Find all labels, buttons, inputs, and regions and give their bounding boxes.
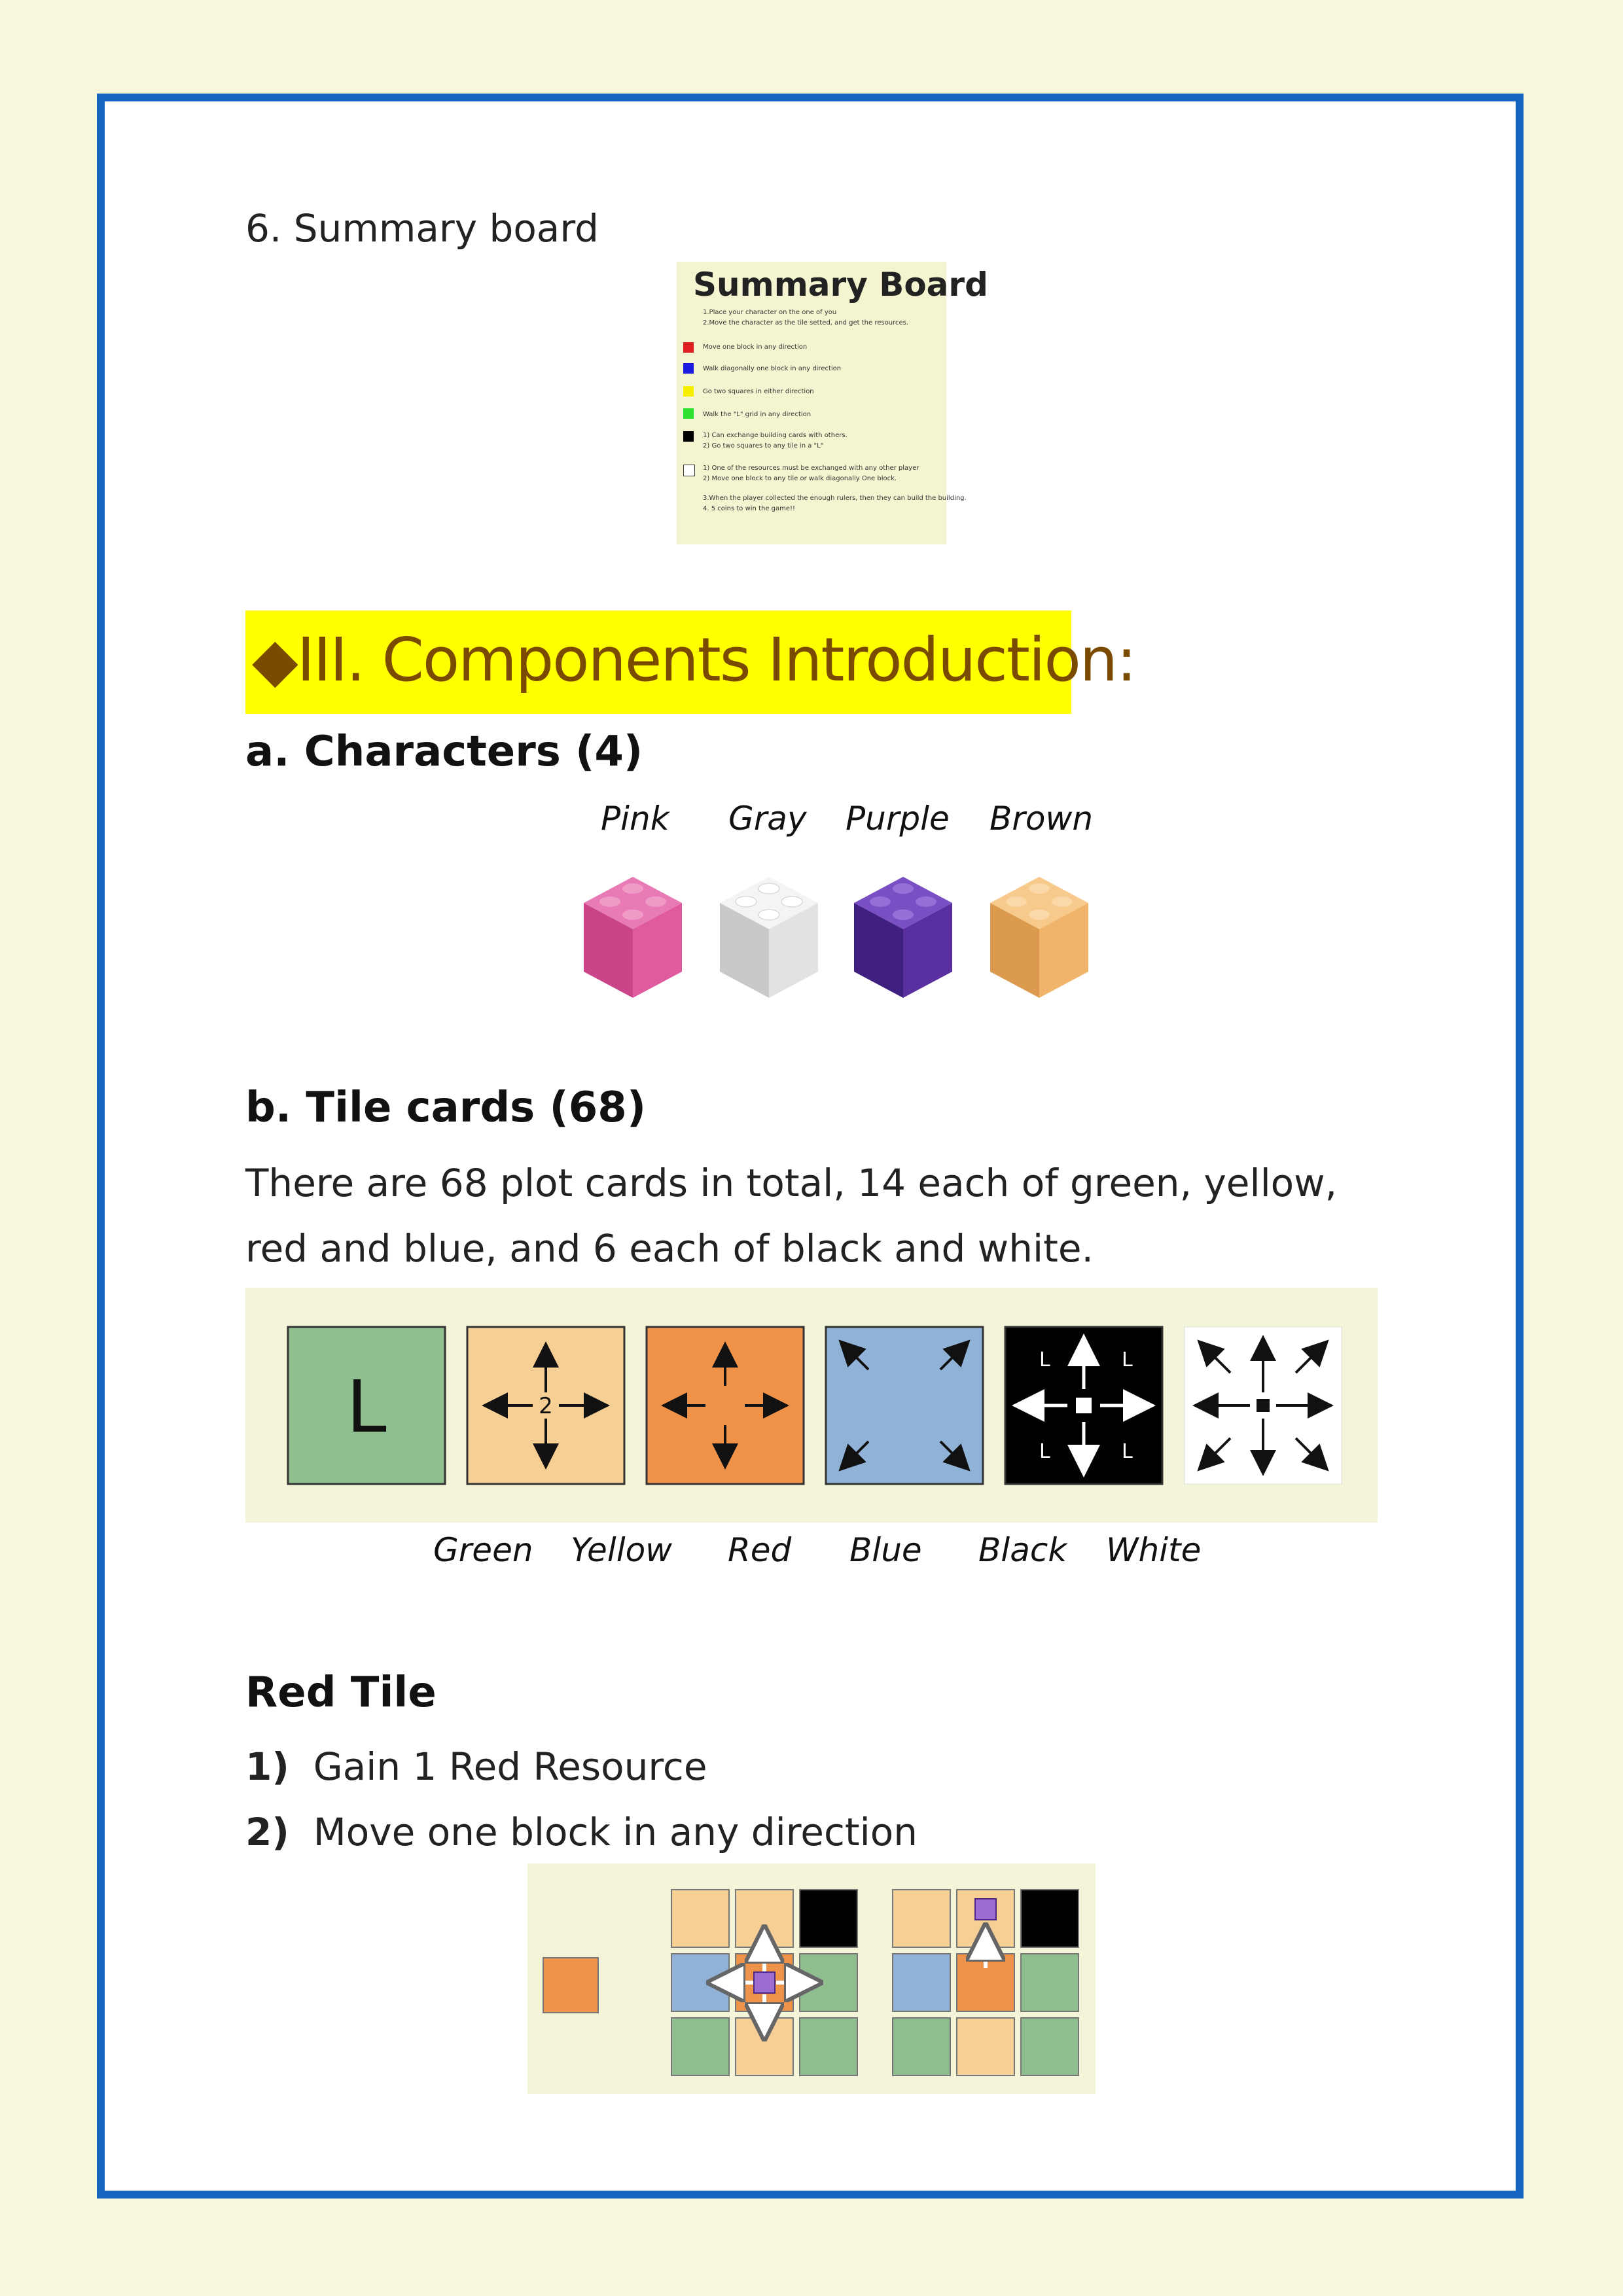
tile-label-red: Red [728, 1531, 792, 1569]
summary-line: 2) Move one block to any tile or walk diagonally One block. [703, 475, 897, 482]
list-text: Move one block in any direction [313, 1810, 918, 1854]
red-tile-item-2 [245, 1799, 918, 1865]
character-pieces [576, 870, 1099, 1001]
red-tile-item-1 [245, 1734, 707, 1799]
summary-line: 2) Go two squares to any tile in a "L" [703, 442, 824, 450]
tile-strip [245, 1288, 1378, 1523]
tile-label-yellow: Yellow [571, 1531, 673, 1569]
summary-board-image [677, 262, 988, 544]
blue-square [683, 363, 694, 374]
summary-line: Walk diagonally one block in any direction [703, 365, 842, 372]
summary-line: 4. 5 coins to win the game!! [703, 505, 796, 512]
red-square [683, 342, 694, 353]
brown-piece [990, 877, 1088, 998]
black-square [683, 431, 694, 442]
grid-after [893, 1890, 1079, 2075]
tile-label-blue: Blue [849, 1531, 922, 1569]
white-tile [1185, 1327, 1342, 1484]
summary-line: 1.Place your character on the one of you [703, 309, 837, 316]
purple-piece [854, 877, 952, 998]
list-number: 1) [245, 1744, 289, 1789]
white-square [683, 465, 695, 476]
summary-line: Walk the "L" grid in any direction [703, 411, 812, 418]
list-number: 2) [245, 1810, 289, 1854]
tile-cards-figure [245, 1288, 1378, 1523]
summary-line: 2.Move the character as the tile setted, and get the resources. [703, 319, 908, 327]
tile-label-black: Black [978, 1531, 1067, 1569]
black-tile [1005, 1327, 1162, 1484]
green-square [683, 408, 694, 419]
character-label-gray: Gray [728, 800, 807, 838]
grid-before [671, 1890, 857, 2075]
yellow-tile [467, 1327, 624, 1484]
pink-piece [584, 877, 682, 998]
green-tile [288, 1327, 445, 1484]
section-title: ◆III. Components Introduction: [252, 625, 1136, 695]
summary-line: Move one block in any direction [703, 344, 808, 351]
characters-heading: a. Characters (4) [245, 728, 643, 776]
yellow-square [683, 386, 694, 397]
svg-text:L: L [346, 1365, 387, 1449]
section-heading: 6. Summary board [245, 206, 599, 251]
svg-text:L: L [1122, 1349, 1133, 1371]
section-banner [245, 610, 1136, 714]
tile-label-green: Green [433, 1531, 533, 1569]
svg-text:L: L [1039, 1349, 1050, 1371]
character-label-purple: Purple [846, 800, 950, 838]
svg-text:L: L [1122, 1440, 1133, 1463]
svg-text:2: 2 [539, 1393, 553, 1419]
tiles-heading: b. Tile cards (68) [245, 1084, 647, 1132]
red-tile-heading: Red Tile [245, 1669, 437, 1717]
summary-line: Go two squares in either direction [703, 388, 814, 395]
tile-label-white: White [1106, 1531, 1202, 1569]
character-label-brown: Brown [990, 800, 1094, 838]
tiles-description: There are 68 plot cards in total, 14 each of green, yellow, red and blue, and 6 each of black and white. [245, 1161, 1338, 1271]
single-red-tile [543, 1958, 598, 2013]
character-label-pink: Pink [601, 800, 669, 838]
summary-line: 1) One of the resources must be exchanged with any other player [703, 465, 919, 472]
gray-piece [720, 877, 818, 998]
blue-tile [826, 1327, 983, 1484]
summary-board-title: Summary Board [693, 266, 988, 304]
summary-line: 1) Can exchange building cards with others. [703, 432, 847, 439]
red-tile-movement-diagram [527, 1863, 1096, 2094]
summary-line: 3.When the player collected the enough rulers, then they can build the building. [703, 495, 967, 502]
svg-text:L: L [1039, 1440, 1050, 1463]
movement-diagram-svg [527, 1863, 1096, 2094]
list-text: Gain 1 Red Resource [313, 1744, 707, 1789]
red-tile [647, 1327, 804, 1484]
